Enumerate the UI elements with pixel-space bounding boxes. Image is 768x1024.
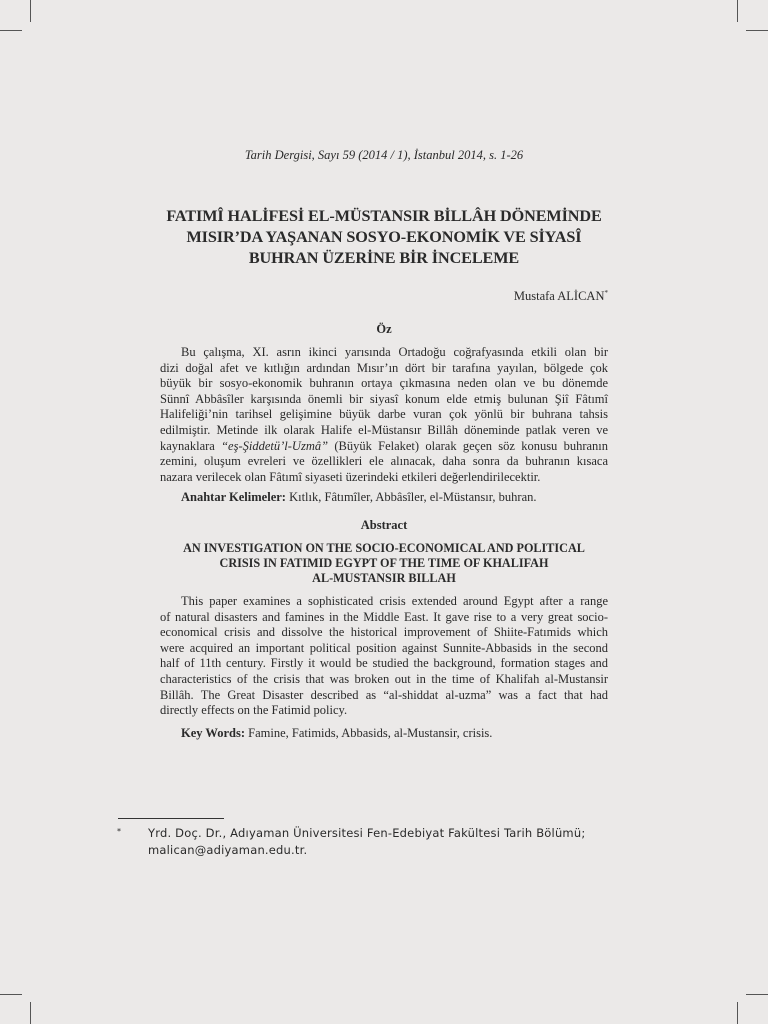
title-line: BUHRAN ÜZERİNE BİR İNCELEME — [248, 249, 520, 267]
abstract-paragraph — [160, 594, 608, 719]
journal-citation: Tarih Dergisi, Sayı 59 (2014 / 1), İstanbul 2014, s. 1-26 — [244, 148, 524, 162]
arabic-term: “eş-Şiddetü’l-Uzmâ” — [221, 438, 329, 453]
author-footnote-mark: * — [604, 289, 608, 297]
title-line: FATIMÎ HALİFESİ EL-MÜSTANSIR BİLLÂH DÖNEMİNDE — [166, 207, 602, 225]
article-title — [100, 206, 668, 269]
crop-mark — [746, 30, 768, 31]
keywords-list: Kıtlık, Fâtımîler, Abbâsîler, el-Müstansır, buhran. — [289, 490, 537, 504]
abstract-heading: Abstract — [360, 518, 408, 532]
footnote — [117, 825, 585, 859]
title-line: MISIR’DA YAŞANAN SOSYO-EKONOMİK VE SİYASÎ — [186, 228, 582, 246]
crop-mark — [746, 994, 768, 995]
oz-line: Halifeliği’nin tarihsel gelişimine büyük darbe vuran çok yönlü bir buhrana tahsis — [160, 407, 608, 422]
keywords-label: Key Words: — [181, 726, 246, 740]
oz-line: edilmiştir. Metinde ilk olarak Halife el-Müstansır Billâh döneminde patlak veren ve — [160, 422, 608, 437]
english-title — [100, 541, 668, 586]
abstract-line: Billâh. The Great Disaster described as “al-shiddat al-uzma” was a fact that had — [160, 687, 608, 702]
author — [514, 289, 608, 304]
oz-line: Bu çalışma, XI. asrın ikinci yarısında Ortadoğu coğrafyasında etkili olan bir — [181, 345, 608, 359]
abstract-line: of natural disasters and famines in the Middle East. It gave rise to a very great socio- — [160, 609, 608, 624]
english-title-line: AL-MUSTANSIR BILLAH — [312, 571, 456, 585]
crop-mark — [737, 1002, 738, 1024]
oz-keywords — [181, 490, 537, 505]
english-title-line: AN INVESTIGATION ON THE SOCIO-ECONOMICAL AND POLITICAL — [183, 541, 585, 555]
footnote-affiliation: Yrd. Doç. Dr., Adıyaman Üniversitesi Fen-Edebiyat Fakültesi Tarih Bölümü; — [148, 826, 586, 840]
footnote-rule — [118, 818, 224, 819]
abstract-line: characteristics of the crisis that was broken out in the time of Khalifah al-Mustansir — [160, 671, 608, 686]
abstract-line: directly effects on the Fatimid policy. — [160, 703, 348, 718]
oz-line: Sünnî Abbâsîler karşısında önemli bir siyasî konum elde etmiş bulunan Şiî Fâtımî — [160, 391, 608, 406]
abstract-line: This paper examines a sophisticated crisis extended around Egypt after a range — [181, 594, 608, 608]
oz-paragraph — [160, 345, 608, 485]
oz-line: nazara verilecek olan Fâtımî siyaseti üzerindeki etkileri değerlendirilecektir. — [160, 469, 541, 484]
abstract-keywords — [181, 726, 492, 741]
keywords-list: Famine, Fatimids, Abbasids, al-Mustansir, crisis. — [248, 726, 493, 740]
oz-line: kaynaklara “eş-Şiddetü’l-Uzmâ” (Büyük Felaket) olarak geçen söz konusu buhranın — [160, 438, 609, 453]
crop-mark — [30, 1002, 31, 1024]
footnote-mark: * — [117, 827, 122, 836]
author-name: Mustafa ALİCAN — [513, 289, 605, 304]
footnote-email: malican@adiyaman.edu.tr. — [148, 843, 308, 857]
oz-line: büyük bir sosyo-ekonomik buhranın ortaya çıkmasına neden olan ve bu dönemde — [160, 376, 608, 391]
crop-mark — [30, 0, 31, 22]
oz-line: zemini, oluşum evreleri ve özellikleri ele alınacak, daha sonra da buhranın kısaca — [160, 454, 608, 469]
crop-mark — [0, 994, 22, 995]
oz-heading: Öz — [376, 322, 392, 336]
abstract-line: half of 11th century. Firstly it would be studied the background, formation stages and — [160, 656, 608, 671]
abstract-line: were acquired an important political position against Sunnite-Abbasids in the second — [160, 640, 608, 655]
oz-line: dizi doğal afet ve kıtlığın ardından Mısır’ın dört bir tarafına yayılan, bölgede çok — [160, 360, 608, 375]
crop-mark — [737, 0, 738, 22]
crop-mark — [0, 30, 22, 31]
keywords-label: Anahtar Kelimeler: — [181, 490, 286, 504]
abstract-line: economical crisis and dissolve the historical improvement of Shiite-Fatımids which — [160, 625, 608, 640]
english-title-line: CRISIS IN FATIMID EGYPT OF THE TIME OF KHALIFAH — [219, 556, 549, 570]
